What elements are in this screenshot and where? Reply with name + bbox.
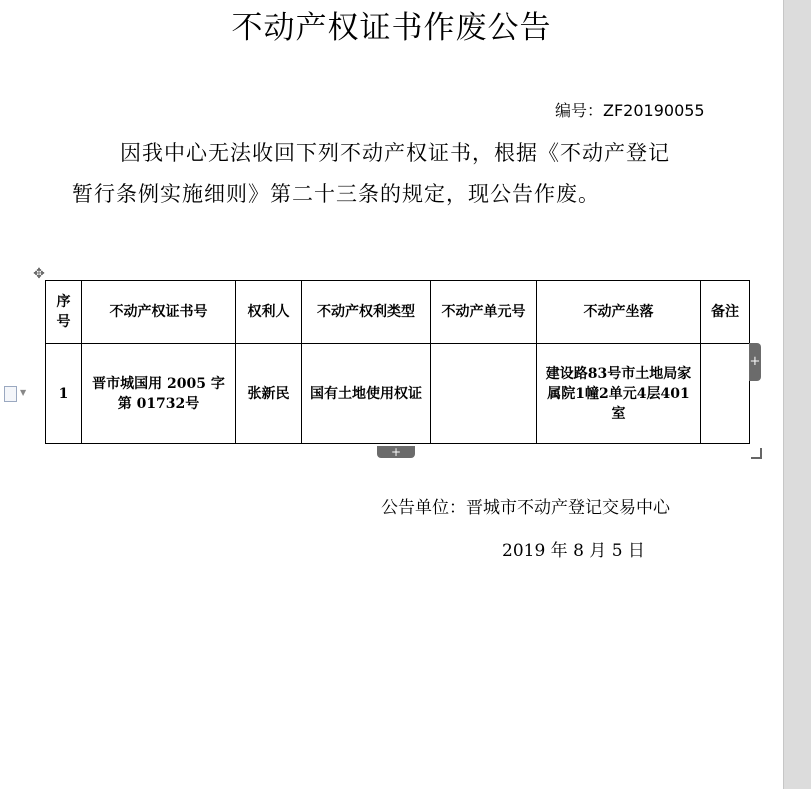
cell-unit-no[interactable] — [431, 344, 537, 444]
cell-remark[interactable] — [701, 344, 750, 444]
page-edge-margin — [783, 0, 811, 789]
issuer-line: 公告单位：晋城市不动产登记交易中心 — [381, 498, 670, 518]
header-owner: 权利人 — [236, 281, 302, 344]
page-title: 不动产权证书作废公告 — [231, 10, 552, 46]
document-number: 编号：ZF20190055 — [555, 101, 705, 120]
issue-date: 2019 年 8 月 5 日 — [502, 541, 645, 561]
cell-location[interactable]: 建设路83号市土地局家属院1幢2单元4层401室 — [537, 344, 701, 444]
body-paragraph-line-2: 暂行条例实施细则》第二十三条的规定，现公告作废。 — [72, 182, 600, 206]
header-remark: 备注 — [701, 281, 750, 344]
cell-seq[interactable]: 1 — [46, 344, 82, 444]
header-location: 不动产坐落 — [537, 281, 701, 344]
certificate-table — [45, 280, 750, 444]
header-right-type: 不动产权利类型 — [302, 281, 431, 344]
table-resize-handle-icon[interactable] — [751, 448, 762, 459]
cell-right-type[interactable]: 国有土地使用权证 — [302, 344, 431, 444]
add-column-button[interactable]: + — [749, 343, 761, 381]
header-seq: 序号 — [46, 281, 82, 344]
table-header-row — [46, 281, 750, 344]
body-paragraph-line-1: 因我中心无法收回下列不动产权证书，根据《不动产登记 — [120, 141, 670, 165]
cell-certificate-no[interactable]: 晋市城国用 2005 字第 01732号 — [82, 344, 236, 444]
chevron-down-icon[interactable]: ▼ — [20, 388, 27, 397]
table-row — [46, 344, 750, 444]
table-move-handle-icon[interactable]: ✥ — [33, 266, 45, 282]
add-row-button[interactable]: + — [377, 446, 415, 458]
document-icon[interactable] — [4, 386, 17, 402]
header-unit-no: 不动产单元号 — [431, 281, 537, 344]
header-certificate-no: 不动产权证书号 — [82, 281, 236, 344]
cell-owner[interactable]: 张新民 — [236, 344, 302, 444]
